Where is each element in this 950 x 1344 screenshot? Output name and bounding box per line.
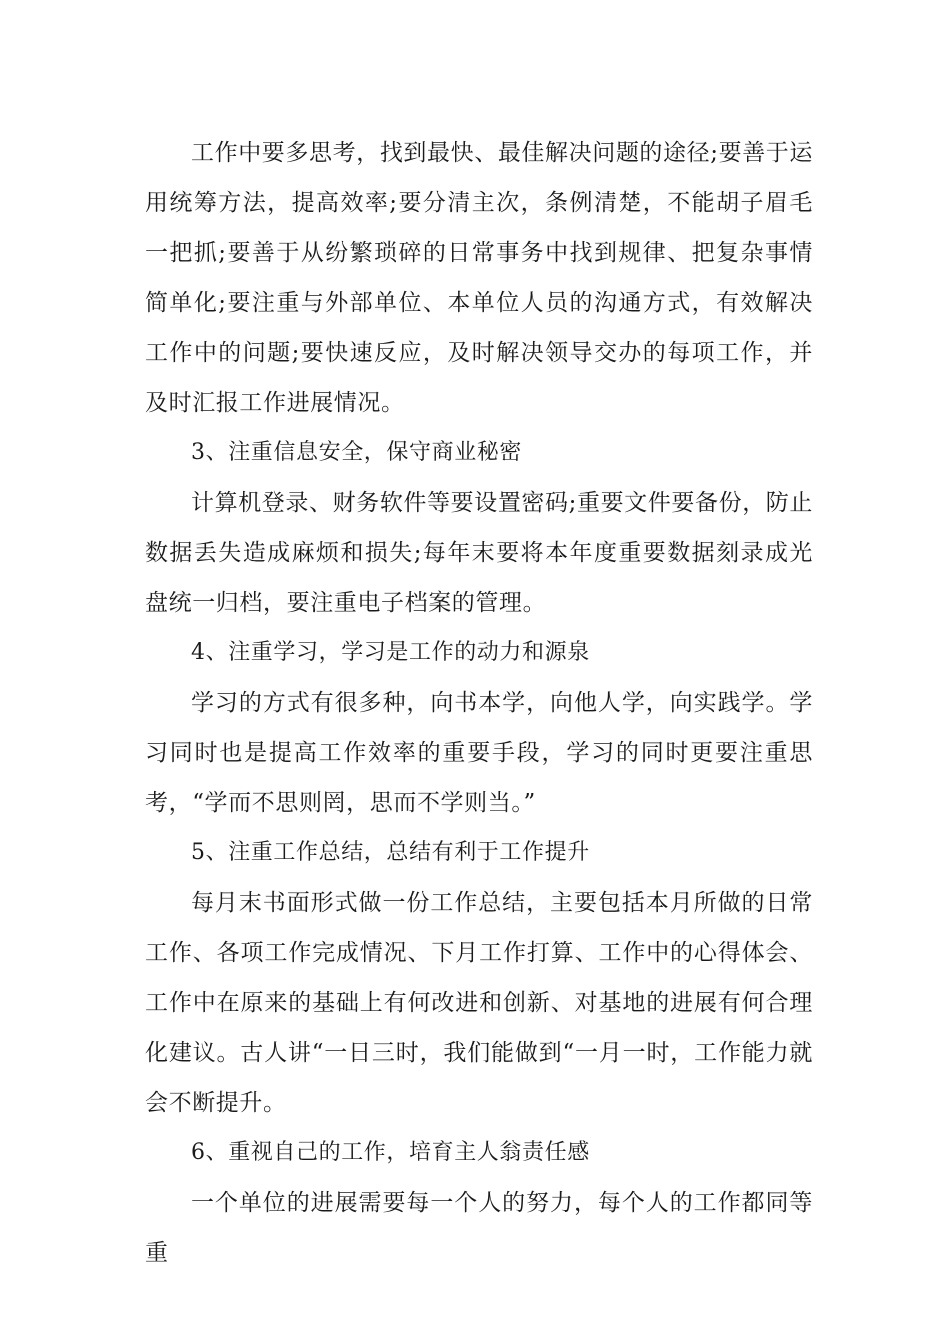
body-paragraph: 每月末书面形式做一份工作总结，主要包括本月所做的日常工作、各项工作完成情况、下月工作打算、工作中的心得体会、工作中在原来的基础上有何改进和创新、对基地的进展有何合理化建议。古人讲“一日三时，我们能做到“一月一时，工作能力就会不断提升。 — [145, 890, 813, 1116]
body-paragraph: 学习的方式有很多种，向书本学，向他人学，向实践学。学习同时也是提高工作效率的重要手段，学习的同时更要注重思考，“学而不思则罔，思而不学则当。” — [145, 690, 813, 816]
section-heading: 4、注重学习，学习是工作的动力和源泉 — [191, 640, 590, 665]
body-paragraph: 工作中要多思考，找到最快、最佳解决问题的途径;要善于运用统筹方法，提高效率;要分清主次，条例清楚，不能胡子眉毛一把抓;要善于从纷繁琐碎的日常事务中找到规律、把复杂事情简单化;要注重与外部单位、本单位人员的沟通方式，有效解决工作中的问题;要快速反应，及时解决领导交办的每项工作，并及时汇报工作进展情况。 — [145, 140, 813, 416]
section-heading: 3、注重信息安全，保守商业秘密 — [191, 440, 522, 465]
section-heading: 6、重视自己的工作，培育主人翁责任感 — [191, 1140, 590, 1165]
body-paragraph: 计算机登录、财务软件等要设置密码;重要文件要备份，防止数据丢失造成麻烦和损失;每年末要将本年度重要数据刻录成光盘统一归档，要注重电子档案的管理。 — [145, 490, 813, 616]
section-heading: 5、注重工作总结，总结有利于工作提升 — [191, 840, 590, 865]
body-paragraph: 一个单位的进展需要每一个人的努力，每个人的工作都同等重 — [145, 1190, 813, 1266]
document-page — [145, 128, 813, 1278]
